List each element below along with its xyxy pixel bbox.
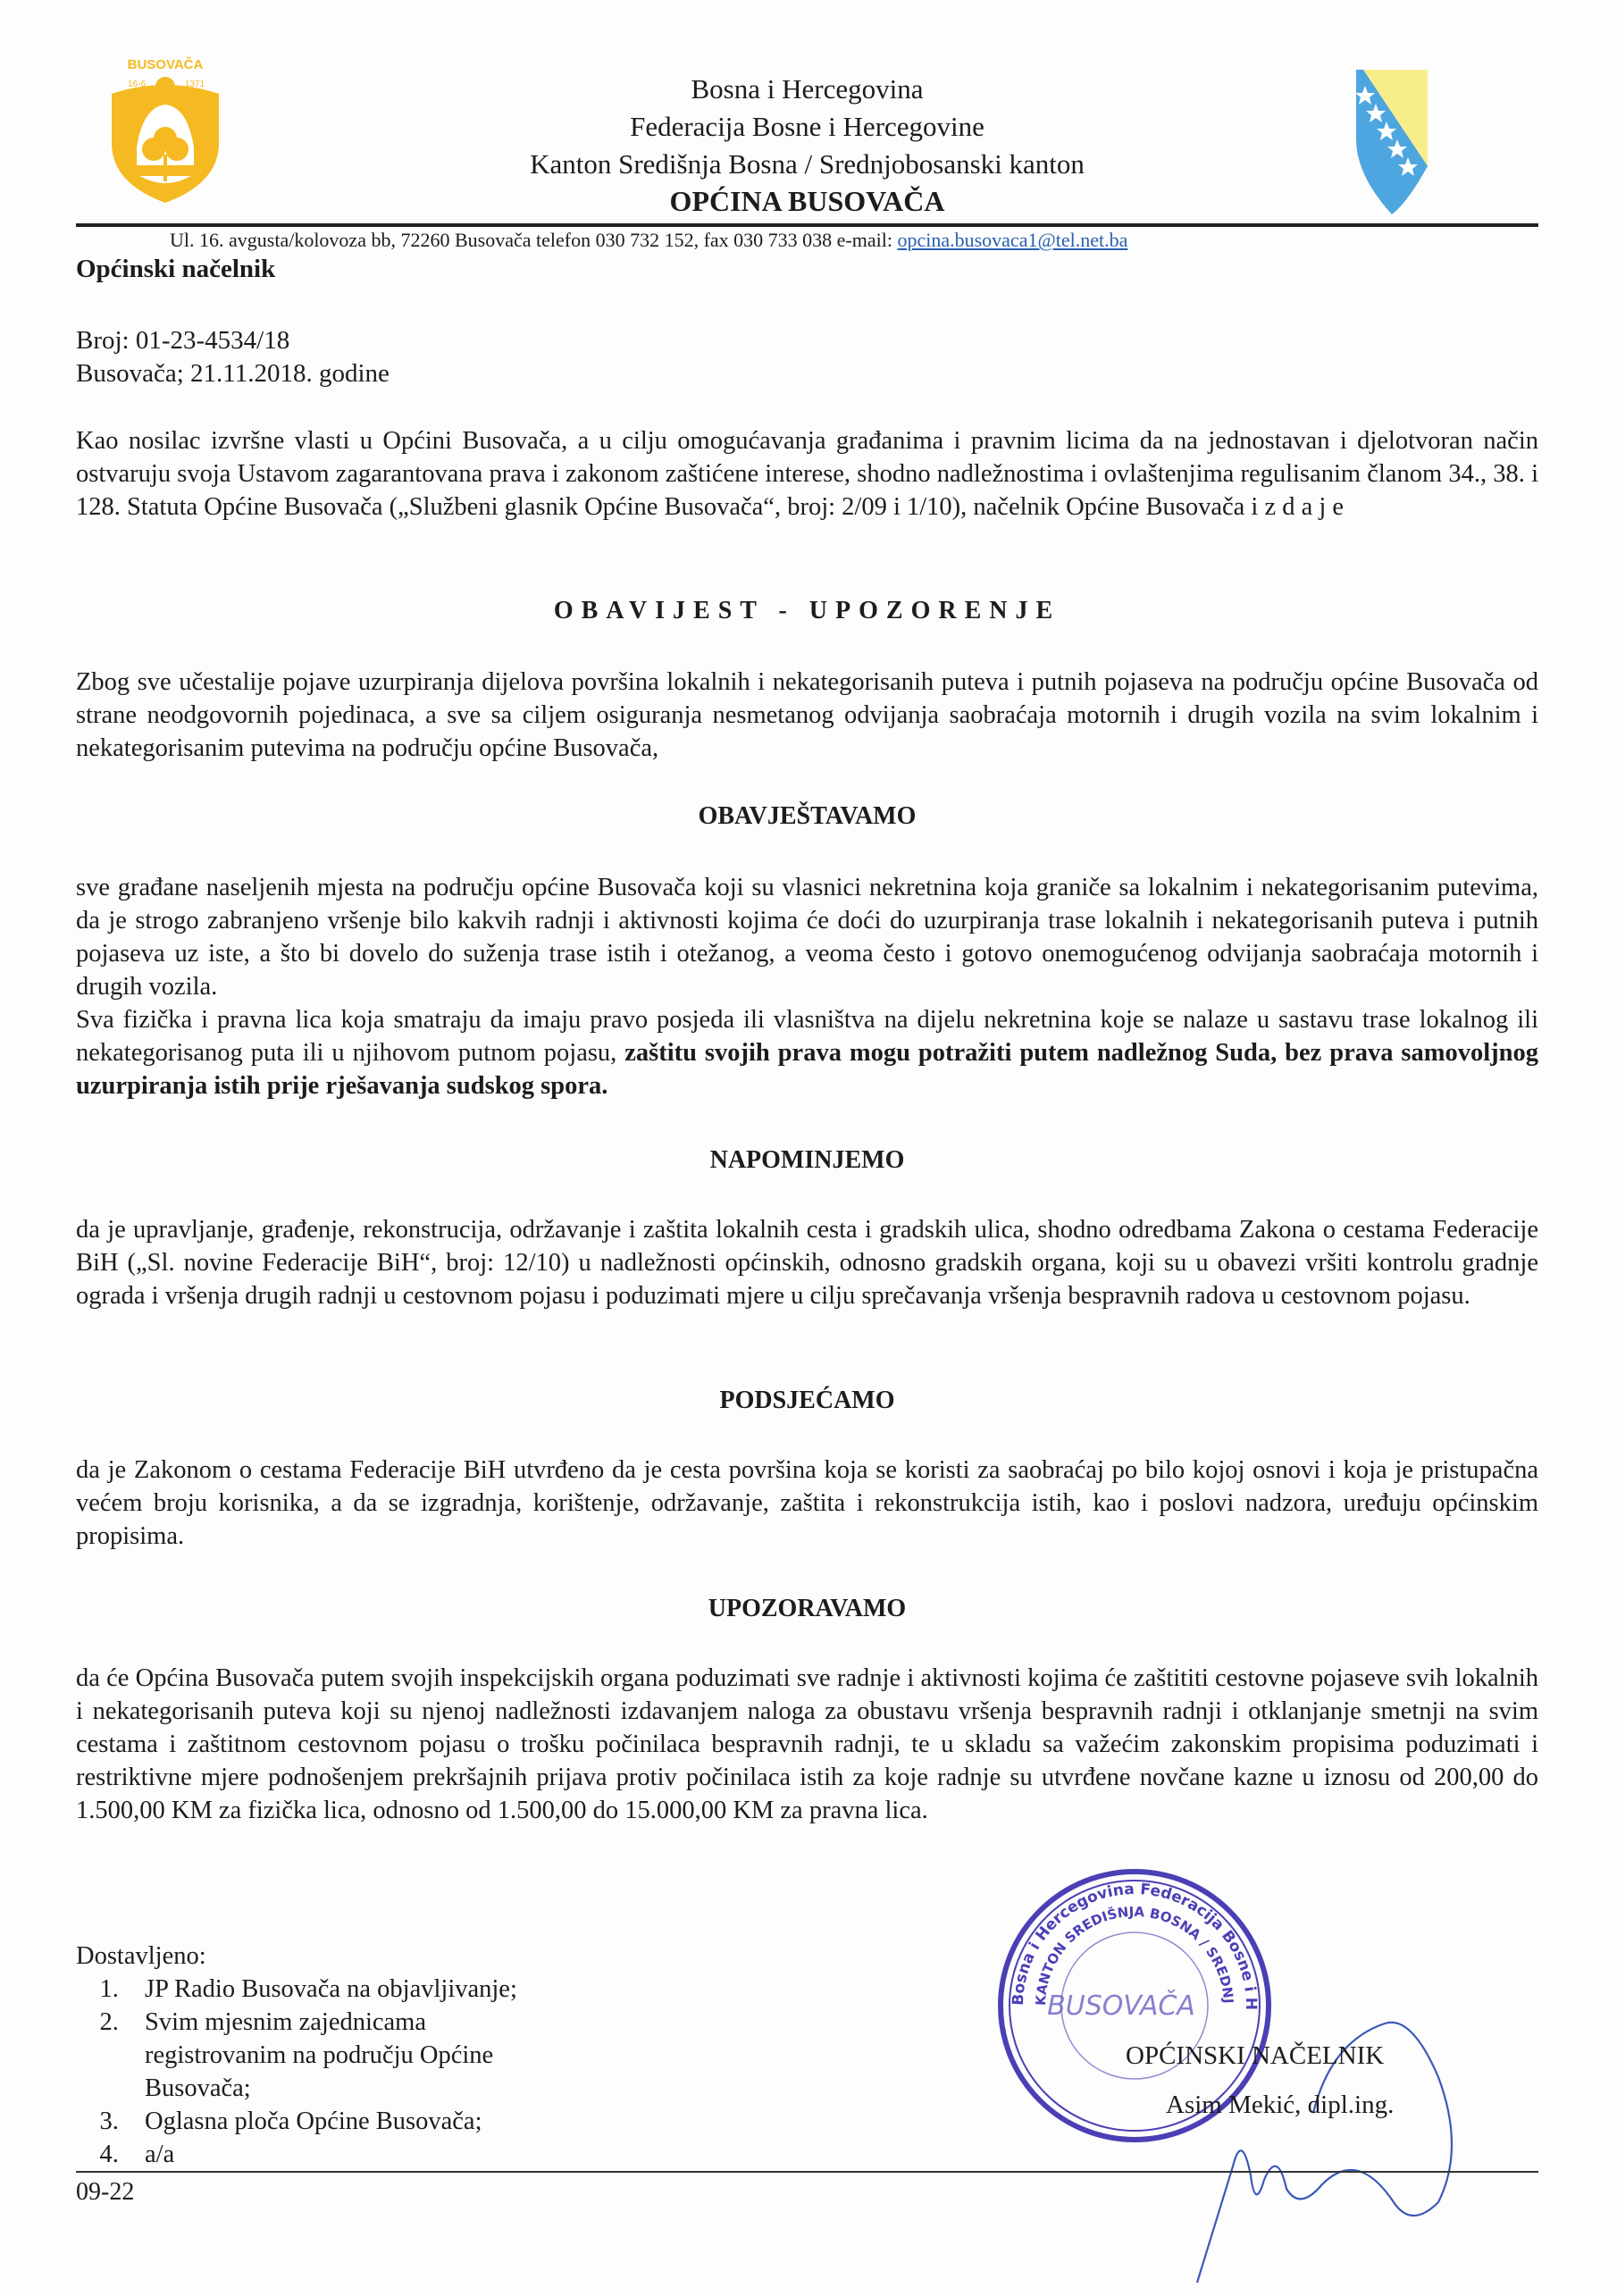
signatory-name: Asim Mekić, dipl.ing.	[1166, 2091, 1395, 2119]
distribution-label: Dostavljeno:	[76, 1942, 206, 1970]
distribution-item: 2. Svim mjesnim zajednicama registrovanim na području Općine Busovača;	[125, 2006, 520, 2105]
reason-paragraph: Zbog sve učestalije pojave uzurpiranja dijelova površina lokalnih i nekategorisanih puteva i putnih pojaseva na području općine Busovača od strane neodgovornih pojedinaca, a sve sa ciljem osiguranja nesmetanog odvijanja saobraćaja motornih i drugih vozila na svim lokalnim i nekategorisanim putevima na području općine Busovača,	[76, 668, 1538, 762]
podsjecamo-paragraph: da je Zakonom o cestama Federacije BiH utvrđeno da je cesta površina koja se koristi za saobraćaj po bilo kojoj osnovi i koja je pristupačna većem broju korisnika, a da se izgradnja, korištenje, održavanje, zaštita i rekonstrukcija istih, kao i poslovi nadzora, uređuju općinskim propisima.	[76, 1456, 1538, 1550]
footer-divider	[76, 2171, 1538, 2173]
svg-text:1371: 1371	[184, 80, 205, 89]
document-date: Busovača; 21.11.2018. godine	[76, 359, 390, 388]
upozoravamo-paragraph: da će Općina Busovača putem svojih inspekcijskih organa poduzimati sve radnje i aktivnosti kojima će zaštititi cestovne pojaseve svih lokalnih i nekategorisanih puteva koji su njenoj nadležnosti izdavanjem naloga za obustavu vršenja bespravnih radnji i otklanjanje smetnji na svim cestama i zaštitnom cestovnom pojasu o trošku počinilaca bespravnih radnji, te u skladu sa važećim zakonskim propisima poduzimati i restriktivne mjere podnošenjem prekršajnih prijava protiv počinilaca istih za koje radnje su utvrđene novčane kazne u iznosu od 200,00 do 1.500,00 KM za fizička lica, odnosno od 1.500,00 do 15.000,00 KM za pravna lica.	[76, 1664, 1538, 1824]
header-canton: Kanton Središnja Bosna / Srednjobosanski kanton	[530, 148, 1085, 180]
distribution-item: 4. a/a	[125, 2138, 520, 2171]
heading-obavjestavamo: OBAVJEŠTAVAMO	[698, 802, 917, 830]
distribution-item: 1. JP Radio Busovača na objavljivanje;	[125, 1973, 520, 2006]
header-municipality: OPĆINA BUSOVAČA	[669, 185, 945, 217]
heading-podsjecamo: PODSJEĆAMO	[719, 1387, 895, 1414]
intro-paragraph: Kao nosilac izvršne vlasti u Općini Busovača, a u cilju omogućavanja građanima i pravnim licima da na jednostavan i djelotvoran način ostvaruju svoja Ustavom zagarantovana prava i zakonom zaštićene interese, shodno nadležnostima i ovlaštenjima regulisanim članom 34., 38. i 128. Statuta Općine Busovača („Službeni glasnik Općine Busovača“, broj: 2/09 i 1/10), načelnik Općine Busovača i z d a j e	[76, 427, 1538, 521]
svg-text:BUSOVAČA: BUSOVAČA	[1047, 1990, 1195, 2022]
obavjestavamo-paragraph: sve građane naseljenih mjesta na području općine Busovača koji su vlasnici nekretnina koja graniče sa lokalnim i nekategorisanim putevima, da je strogo zabranjeno vršenje bilo kakvih radnji i aktivnosti kojima će doći do uzurpiranja trase lokalnih i nekategorisanih puteva i putnih pojaseva uz iste, a što bi dovelo do suženja trase istih i otežanog, a veoma često i gotovo onemogućenog odvijanja saobraćaja motornih i drugih vozila.	[76, 874, 1538, 1001]
distribution-list	[76, 1940, 520, 2171]
svg-text:Bosna i Hercegovina Federacij: Bosna i Hercegovina Federacija Bosne i H	[1009, 1880, 1261, 2011]
heading-upozoravamo: UPOZORAVAMO	[708, 1595, 907, 1622]
contact-address: Ul. 16. avgusta/kolovoza bb, 72260 Busovača telefon 030 732 152, fax 030 733 038 e-mail:	[170, 229, 898, 251]
rights-text: Sva fizička i pravna lica koja smatraju da imaju pravo posjeda ili vlasništva na dijelu nekretnina koje se nalaze u sastavu trase lokalnog ili nekategorisanog puta ili u njihovom putnom pojasu,	[76, 1006, 1538, 1067]
signature-title: OPĆINSKI NAČELNIK	[1126, 2041, 1385, 2070]
rights-paragraph	[76, 1003, 1538, 1102]
header-contact	[170, 229, 1127, 252]
distribution-item: 3. Oglasna ploča Općine Busovača;	[125, 2105, 520, 2138]
header-federation: Federacija Bosne i Hercegovine	[630, 111, 984, 142]
document-number: Broj: 01-23-4534/18	[76, 326, 290, 355]
rights-bold-text: zaštitu svojih prava mogu potražiti putem nadležnog Suda, bez prava samovoljnog uzurpiranja istih prije rješavanja sudskog spora.	[76, 1039, 1538, 1100]
heading-napominjemo: NAPOMINJEMO	[709, 1146, 905, 1174]
email-link[interactable]: opcina.busovaca1@tel.net.ba	[897, 229, 1128, 251]
svg-text:BUSOVAČA: BUSOVAČA	[127, 57, 204, 72]
document-title: OBAVIJEST - UPOZORENJE	[553, 597, 1061, 624]
office-label: Općinski načelnik	[76, 255, 276, 283]
header-country: Bosna i Hercegovina	[691, 73, 924, 105]
svg-text:KANTON SREDIŠNJA BOSNA / SREDN: KANTON SREDIŠNJA BOSNA / SREDNJ	[1032, 1903, 1236, 2007]
svg-text:16-6: 16-6	[127, 80, 147, 89]
header-divider	[76, 223, 1538, 227]
footer-code: 09-22	[76, 2178, 135, 2206]
napominjemo-paragraph: da je upravljanje, građenje, rekonstrucija, održavanje i zaštita lokalnih cesta i gradskih ulica, shodno odredbama Zakona o cestama Federacije BiH („Sl. novine Federacije BiH“, broj: 12/10) u nadležnosti općinskih, odnosno gradskih organa, koji su u obavezi vršiti kontrolu gradnje ograda i vršenja drugih radnji u cestovnom pojasu i poduzimati mjere u cilju sprečavanja vršenja bespravnih radova u cestovnom pojasu.	[76, 1216, 1538, 1310]
